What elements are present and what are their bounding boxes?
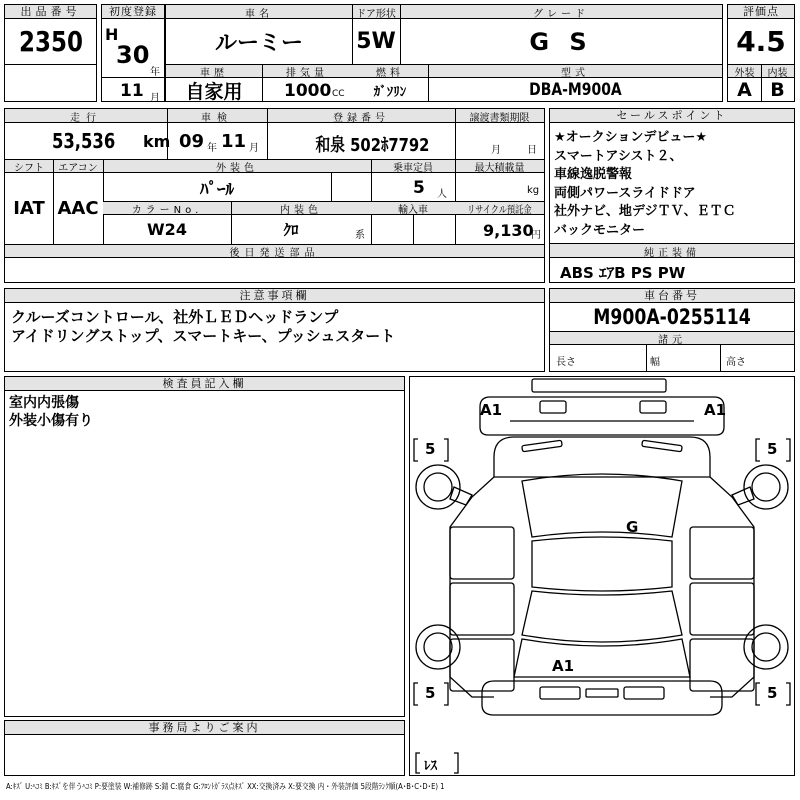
month-unit: 月 (150, 93, 160, 104)
door-label: ドア形状 (356, 8, 396, 20)
exterior-color: ﾊﾟｰﾙ (200, 179, 234, 200)
score-label: 評価点 (728, 5, 794, 19)
door-type: 5W (356, 29, 396, 54)
lot-number: 2350 (18, 25, 83, 58)
displacement-label: 排気量 (286, 68, 328, 79)
inspection-year: 09 (179, 131, 205, 152)
mark-front-left: A1 (480, 401, 503, 419)
office-box (4, 720, 405, 776)
legend: A:ｷｽﾞ U:ﾍｺﾐ B:ｷｽﾞを伴うﾍｺﾐ P:要塗装 W:補修跡 S:錆 C:腐食 G:ﾌﾛﾝﾄｶﾞﾗｽ点ｷｽﾞ XX:交換済み X:要交換 内・外装評価 5段階ﾗﾝｸ順(A･B･C･D･E) 1 (6, 782, 445, 791)
inspection-month: 11 (221, 131, 247, 152)
tire-rear-right: 5 (767, 684, 778, 702)
score: 4.5 (736, 25, 786, 58)
inspection-label: 車検 (201, 112, 233, 124)
ac-label: エアコン (58, 163, 98, 174)
interior-grade: B (770, 79, 785, 101)
inspector-line: 室内内張傷 (9, 395, 79, 411)
inspection-month-unit: 月 (249, 143, 259, 154)
mileage-unit: km (143, 132, 171, 151)
capacity-label: 乗車定員 (393, 163, 433, 174)
tire-front-left: 5 (425, 440, 436, 458)
sales-line: バックモニター (554, 222, 646, 238)
tire-front-right: 5 (767, 440, 778, 458)
recycle-fee: 9,130 (483, 221, 534, 240)
interior-color-label: 内装色 (280, 205, 322, 216)
car-outline (410, 377, 794, 775)
load-unit: kg (527, 185, 540, 196)
notes-label: 注意事項欄 (5, 289, 544, 303)
first-reg-label: 初度登録 (102, 5, 164, 19)
chassis-label: 車台番号 (550, 289, 794, 303)
inspector-line: 外装小傷有り (9, 413, 93, 429)
width-label: 幅 (650, 357, 660, 368)
sales-point-lines (554, 129, 736, 241)
capacity: 5 (413, 178, 425, 198)
model-label: 型式 (561, 68, 589, 79)
grade: G S (529, 27, 593, 56)
transfer-label: 譲渡書類期限 (469, 112, 530, 124)
sales-line: 両側パワースライドドア (554, 185, 696, 201)
interior-color: ｸﾛ (283, 221, 299, 239)
car-name: ルーミー (214, 31, 303, 56)
mark-front-right: A1 (704, 401, 727, 419)
sales-line: 社外ナビ、地デジＴＶ、ＥＴＣ (554, 204, 736, 220)
grade-label: グレード (533, 8, 589, 20)
color-no-label: カラーNo. (131, 205, 203, 216)
displacement: 1000 (284, 81, 332, 101)
inspector-label: 検査員記入欄 (5, 377, 404, 391)
plate-number: 和泉 502ﾎ7792 (315, 135, 430, 156)
mileage-label: 走行 (70, 112, 102, 124)
details-box (4, 108, 545, 283)
shift-label: シフト (14, 163, 44, 174)
first-reg-box (101, 4, 165, 102)
office-label: 事務局よりご案内 (5, 721, 404, 735)
spec-label: 諸元 (658, 335, 686, 346)
equipment-label: 純正装備 (644, 247, 700, 259)
exterior-label: 外装 (734, 68, 755, 79)
equipment: ABS ｴｱB PS PW (560, 264, 686, 282)
chassis-box (549, 288, 795, 372)
fuel-label: 燃料 (376, 68, 404, 79)
tire-rear-left: 5 (425, 684, 436, 702)
history-label: 車歴 (200, 68, 228, 79)
score-box (727, 4, 795, 102)
mileage: 53,536 (51, 129, 116, 153)
chassis-number: M900A-0255114 (593, 305, 751, 329)
sales-point-label: セールスポイント (550, 109, 794, 123)
inspector-box (4, 376, 405, 717)
mark-rear: A1 (552, 657, 575, 675)
lot-label: 出品番号 (5, 5, 96, 19)
condition-diagram (409, 376, 795, 776)
car-info-box (165, 4, 723, 102)
era: H (105, 25, 119, 44)
fuel: ｶﾞｿﾘﾝ (373, 84, 407, 100)
sales-line: スマートアシスト２、 (554, 148, 683, 164)
reg-year: 30 (116, 41, 150, 69)
color-number: W24 (147, 220, 187, 239)
car-name-label: 車名 (245, 8, 273, 20)
sales-line: 車線逸脱警報 (554, 167, 633, 183)
height-label: 高さ (726, 357, 746, 368)
inspector-lines (9, 394, 93, 430)
exterior-grade: A (737, 79, 752, 101)
capacity-unit: 人 (437, 189, 447, 200)
mark-roof: G (626, 518, 639, 536)
car-history: 自家用 (185, 80, 243, 103)
recycle-unit: 円 (531, 230, 541, 241)
recycle-label: リサイクル預託金 (467, 205, 532, 216)
notes-box (4, 288, 545, 372)
import-label: 輸入車 (398, 205, 428, 216)
year-unit: 年 (150, 67, 160, 78)
reg-month: 11 (120, 81, 144, 101)
air-con: AAC (57, 198, 99, 219)
notes-line: クルーズコントロール、社外ＬＥＤヘッドランプ (11, 308, 339, 326)
lot-box (4, 4, 97, 102)
load-label: 最大積載量 (474, 163, 525, 174)
interior-label: 内装 (767, 68, 788, 79)
interior-color-unit: 系 (355, 230, 365, 241)
color-label: 外装色 (216, 163, 258, 174)
model-code: DBA-M900A (528, 80, 622, 100)
notes-lines (11, 308, 395, 346)
inspection-year-unit: 年 (207, 143, 217, 154)
sales-line: ★オークションデビュー★ (554, 130, 708, 145)
transfer-month-unit: 月 (491, 145, 501, 156)
displacement-unit: CC (332, 89, 345, 99)
sales-point-box (549, 108, 795, 283)
transfer-day-unit: 日 (527, 145, 537, 156)
length-label: 長さ (556, 357, 576, 368)
later-parts-label: 後日発送部品 (229, 248, 320, 259)
shift: IAT (13, 198, 45, 219)
spare-tire: ﾚｽ (424, 759, 437, 774)
notes-line: アイドリングストップ、スマートキー、プッシュスタート (11, 327, 396, 345)
plate-label: 登録番号 (333, 112, 389, 124)
